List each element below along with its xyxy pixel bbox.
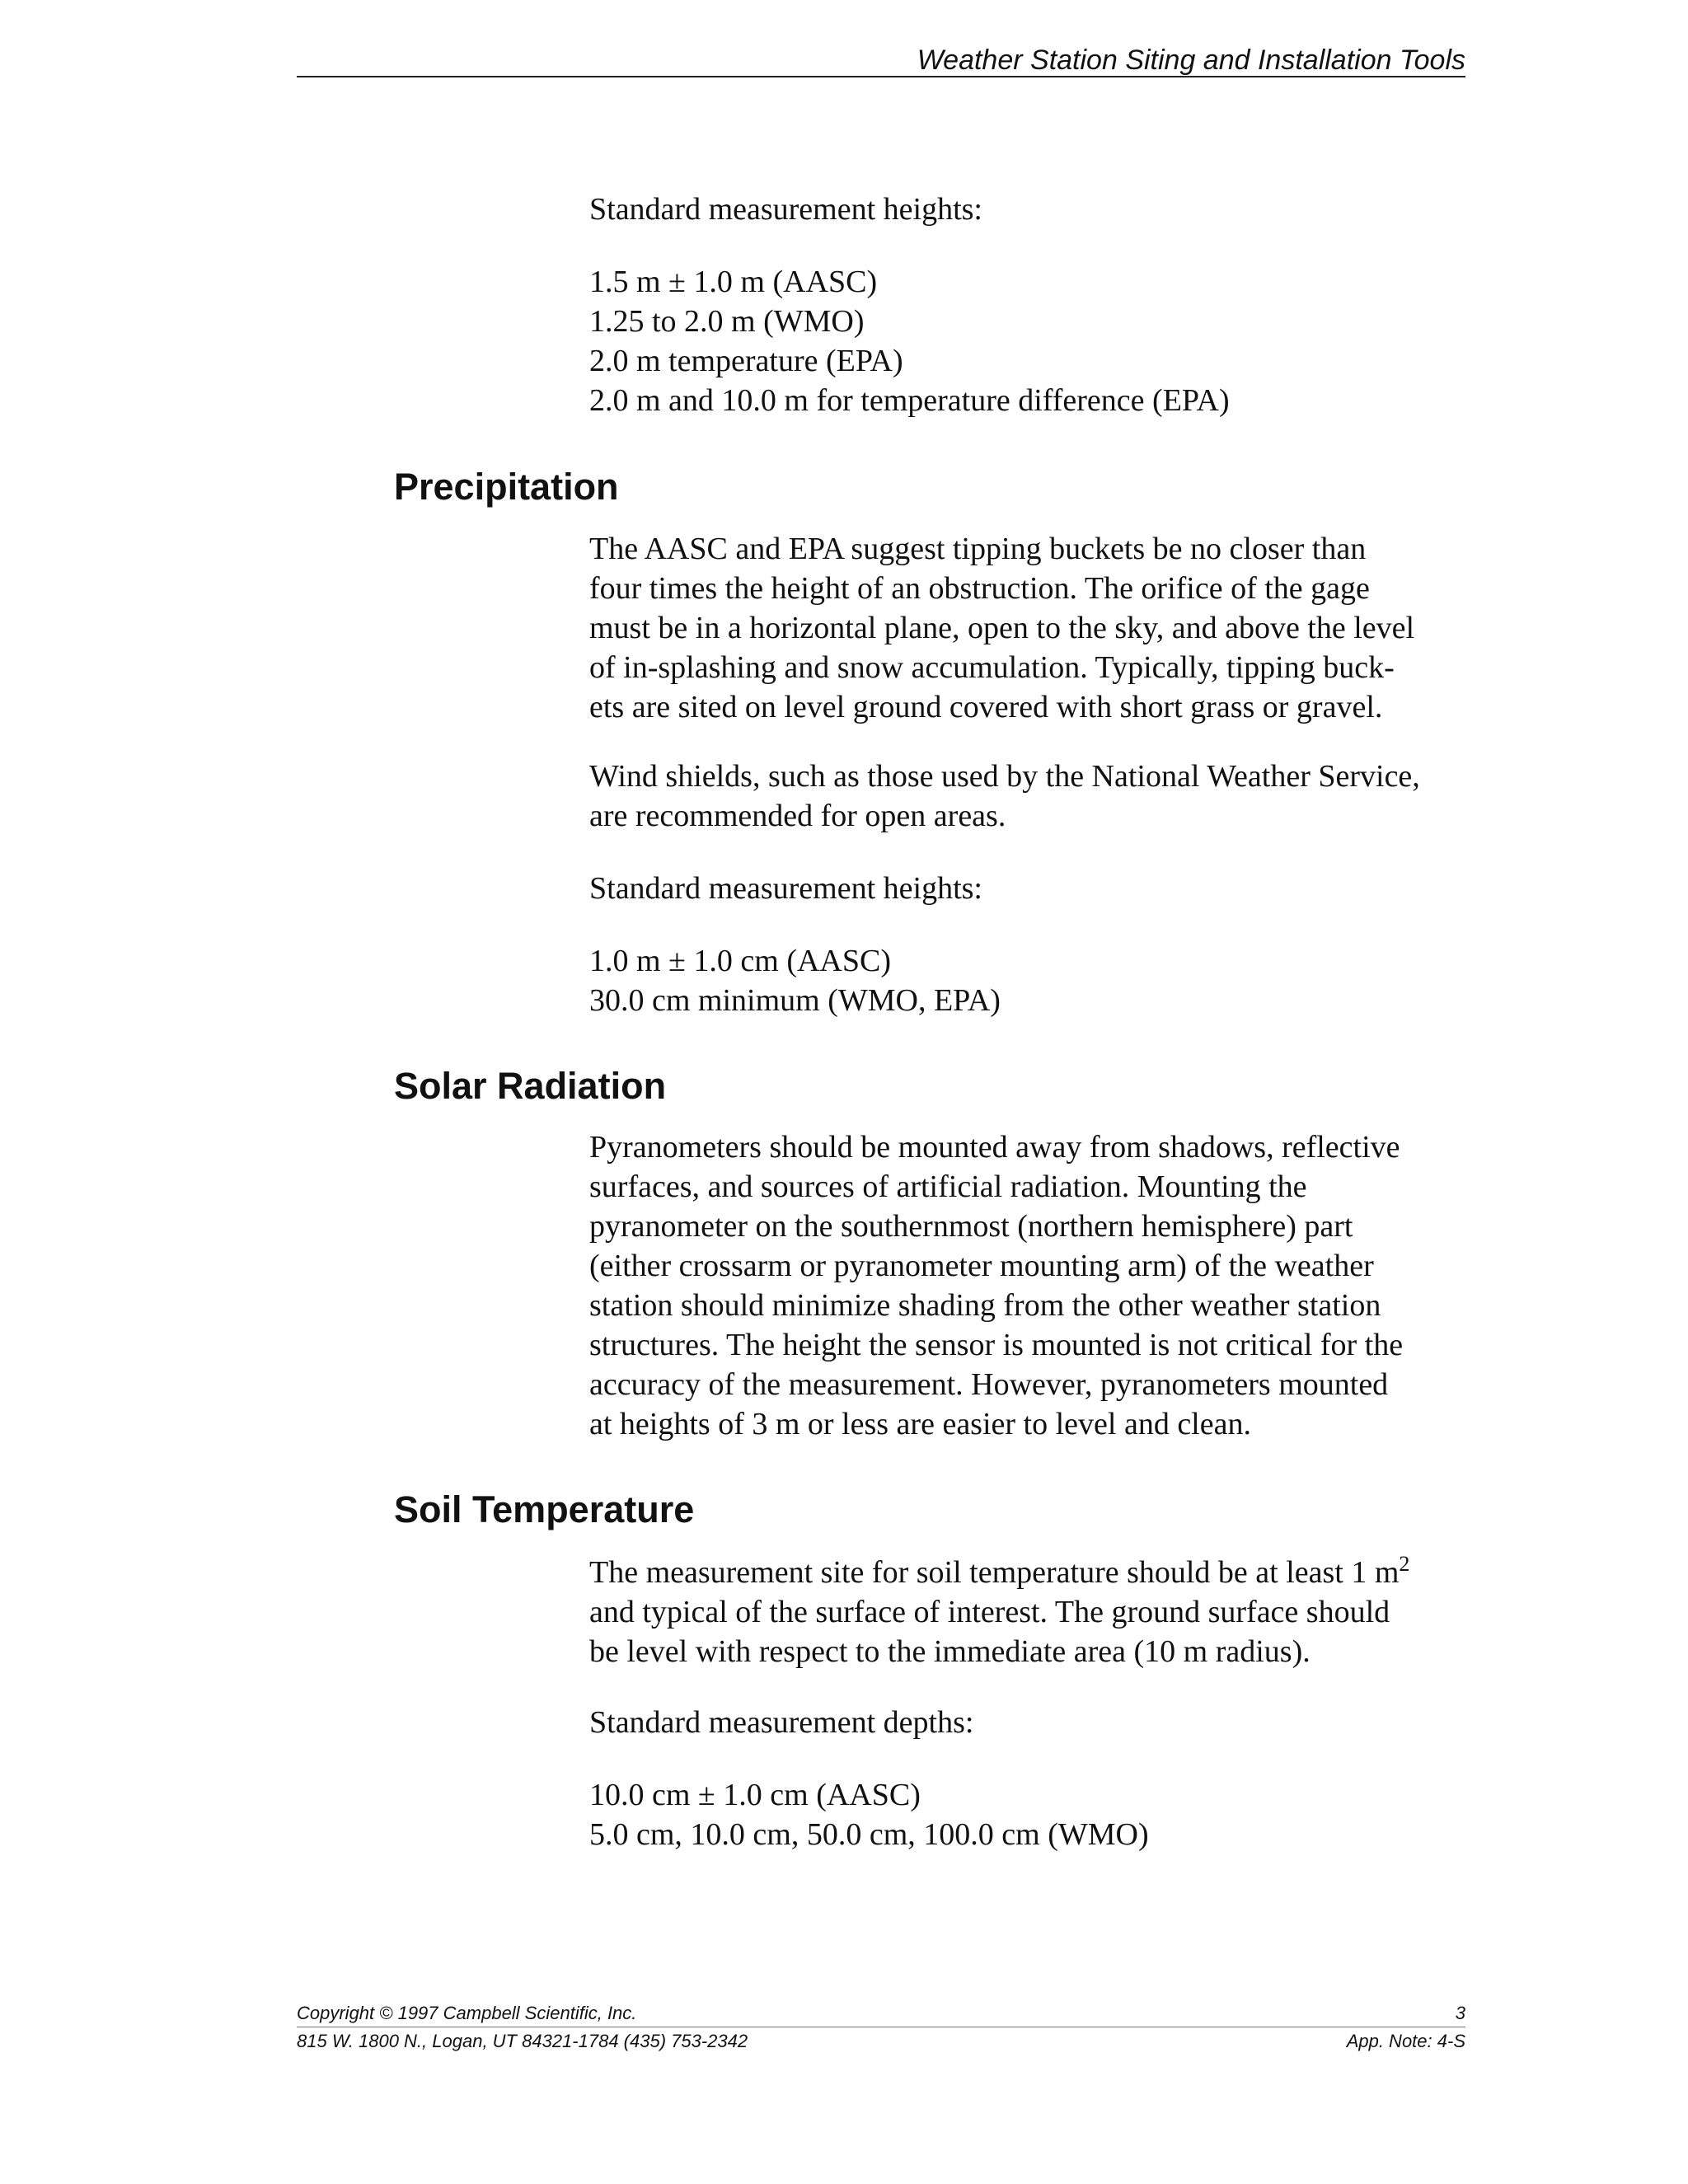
footer-page-number: 3 bbox=[1455, 2003, 1465, 2023]
text-line: Standard measurement heights: bbox=[589, 192, 982, 227]
list-item: 5.0 cm, 10.0 cm, 50.0 cm, 100.0 cm (WMO) bbox=[589, 1817, 1149, 1852]
header-rule bbox=[297, 76, 1465, 77]
text-line: Wind shields, such as those used by the National Weather Service, bbox=[589, 759, 1420, 794]
text-line: (either crossarm or pyranometer mounting arm) of the weather bbox=[589, 1249, 1374, 1283]
temperature-heights-list bbox=[589, 262, 1471, 420]
temperature-heights-label bbox=[589, 190, 1471, 229]
text-line: Standard measurement depths: bbox=[589, 1705, 974, 1740]
text-line: surfaces, and sources of artificial radiation. Mounting the bbox=[589, 1169, 1307, 1204]
text-line: four times the height of an obstruction. The orifice of the gage bbox=[589, 571, 1370, 606]
text-line: Pyranometers should be mounted away from shadows, reflective bbox=[589, 1130, 1400, 1165]
text-line: must be in a horizontal plane, open to the sky, and above the level bbox=[589, 611, 1415, 645]
section-heading-solar-radiation: Solar Radiation bbox=[394, 1065, 667, 1107]
footer-address: 815 W. 1800 N., Logan, UT 84321-1784 (435) 753-2342 bbox=[297, 2031, 748, 2051]
list-item: 10.0 cm ± 1.0 cm (AASC) bbox=[589, 1778, 921, 1812]
list-item: 2.0 m temperature (EPA) bbox=[589, 344, 903, 378]
list-item: 1.0 m ± 1.0 cm (AASC) bbox=[589, 944, 892, 978]
text-line bbox=[589, 1553, 1471, 1592]
soil-depths-label bbox=[589, 1703, 1471, 1742]
running-header-title: Weather Station Siting and Installation Tools bbox=[917, 45, 1465, 76]
footer-app-note: App. Note: 4-S bbox=[1346, 2031, 1465, 2051]
text-line: structures. The height the sensor is mounted is not critical for the bbox=[589, 1328, 1404, 1362]
text-line: of in-splashing and snow accumulation. Typically, tipping buck- bbox=[589, 650, 1395, 685]
precipitation-heights-label bbox=[589, 869, 1471, 908]
section-heading-soil-temperature: Soil Temperature bbox=[394, 1488, 695, 1530]
list-item: 1.25 to 2.0 m (WMO) bbox=[589, 304, 865, 339]
section-heading-precipitation: Precipitation bbox=[394, 466, 619, 508]
text-line: at heights of 3 m or less are easier to level and clean. bbox=[589, 1407, 1251, 1441]
text-line: station should minimize shading from the other weather station bbox=[589, 1288, 1381, 1323]
soil-depths-list bbox=[589, 1775, 1471, 1854]
soil-temperature-paragraph bbox=[589, 1553, 1471, 1671]
list-item: 30.0 cm minimum (WMO, EPA) bbox=[589, 983, 1001, 1018]
list-item: 1.5 m ± 1.0 m (AASC) bbox=[589, 265, 878, 299]
text-line: pyranometer on the southernmost (northern hemisphere) part bbox=[589, 1209, 1353, 1244]
precipitation-heights-list bbox=[589, 941, 1471, 1020]
precipitation-paragraph-1 bbox=[589, 529, 1471, 727]
text-line: The AASC and EPA suggest tipping buckets be no closer than bbox=[589, 532, 1367, 566]
text-line: be level with respect to the immediate area (10 m radius). bbox=[589, 1634, 1311, 1669]
text-line: and typical of the surface of interest. The ground surface should bbox=[589, 1595, 1390, 1629]
list-item: 2.0 m and 10.0 m for temperature difference (EPA) bbox=[589, 383, 1230, 418]
text-line: ets are sited on level ground covered with short grass or gravel. bbox=[589, 690, 1383, 724]
precipitation-paragraph-2 bbox=[589, 757, 1471, 836]
footer-copyright: Copyright © 1997 Campbell Scientific, Inc. bbox=[297, 2003, 637, 2023]
text-line: are recommended for open areas. bbox=[589, 799, 1006, 833]
solar-radiation-paragraph bbox=[589, 1127, 1471, 1444]
text-line: accuracy of the measurement. However, pyranometers mounted bbox=[589, 1367, 1389, 1402]
text-line: Standard measurement heights: bbox=[589, 871, 982, 906]
superscript: 2 bbox=[1399, 1552, 1410, 1576]
text-span: The measurement site for soil temperature should be at least 1 m bbox=[589, 1555, 1400, 1590]
